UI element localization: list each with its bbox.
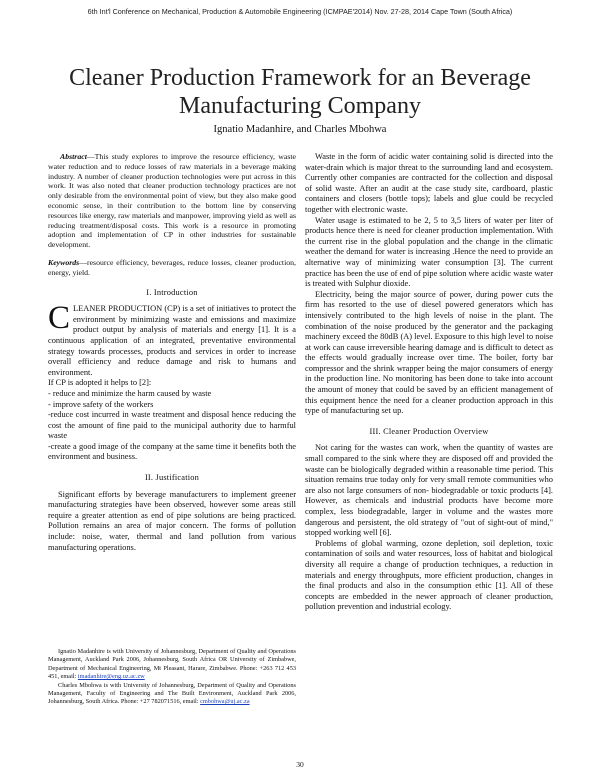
electricity-paragraph: Electricity, being the major source of power, during power cuts the firm has resorted to the use of diesel powered generators which has intensively contributed to the high levels of noise in the plant. The combination of the noise produced by the generator and the packaging machinery exceed the 80dB (A) level. Exposure to this high level to noise at work can cause irreversible hearing damage and is difficult to detect as the effects would gradually increase over time. The boiler, forty bar compressor and the shrink wrapper being the major consumers of energy in the production line. No monitoring has been done to take into account the amount of money that could be saved by an efficient management of this equipment hence the need for a cleaner production approach in this type of manufacturing set up. xyxy=(305,289,553,416)
abstract xyxy=(48,152,296,250)
abstract-lead: Abstract xyxy=(60,152,87,161)
section-heading-justification: II. Justification xyxy=(144,473,200,483)
abstract-text: —This study explores to improve the resource efficiency, waste water reduction and to reduce losses of raw materials in a beverage making industry. A number of cleaner production technologies were put across in this work. It was also noted that cleaner production technology practices are not only desirable from the environmental point of view, but they also make good economic sense, in their contribution to the bottom line by conserving resources like energy, raw materials and manpower, improving yield as well as reducing treatment/disposal costs. This work is a resource in promoting adoption and implementation of CP in other industries for sustainable development. xyxy=(48,152,296,250)
overview-paragraph-2: Problems of global warming, ozone depletion, soil depletion, toxic contamination of soils and water resources, loss of habitat and biological diversity all require a change of production techniques, a reduction in materials and energy throughputs, more efficient production, changes in the final products and also in the consumption ethic [1]. All of these concepts are embedded in the newer approach of cleaner production, pollution prevention and industrial ecology. xyxy=(305,538,553,612)
footnote-author-1 xyxy=(48,648,296,682)
intro-list xyxy=(48,378,296,463)
paper-title: Cleaner Production Framework for an Beverage Manufacturing Company xyxy=(69,65,531,119)
drop-cap: C xyxy=(48,300,71,337)
list-item: - reduce and minimize the harm caused by waste xyxy=(48,388,212,398)
footnote-author-2 xyxy=(48,682,296,707)
footnote-1-text: Ignatio Madanhire is with University of Johannesburg, Department of Quality and Operations Management, Auckland Park 2006, Johannesburg, South Africa OR University of Zimbabwe, Department of Mechanical Engineering, Mt Pleasant, Harare, Zimbabwe. Phone: +263 712 453 451, email: xyxy=(48,648,296,681)
keywords-lead: Keywords xyxy=(48,257,80,267)
footnote-2-text: Charles Mbohwa is with University of Johannesburg, Department of Quality and Operations Management, Faculty of Engineering and The Built Environment, Auckland Park 2006, Johannesburg, South Africa. Phone: +27 782071516, email: xyxy=(48,681,296,706)
intro-paragraph xyxy=(48,300,296,378)
justification-paragraph: Significant efforts by beverage manufacturers to implement greener manufacturing strategies have been observed, however some areas still require a greater attention as end of pipe solutions are being practiced. Pollution remains an area of major concern. The forms of pollution include: noise, water, thermal and land pollution from various manufacturing operations. xyxy=(48,489,296,552)
author-1-email-link[interactable]: imadanhire@eng.uz.ac.zw xyxy=(77,673,145,681)
section-heading-overview: III. Cleaner Production Overview xyxy=(369,426,489,436)
list-item: If CP is adopted it helps to [2]: xyxy=(48,378,152,388)
water-paragraph: Water usage is estimated to be 2, 5 to 3,5 liters of water per liter of products hence there is need for cleaner production implementation. With the current rise in the global population and the change in the climatic weather the demand for water is increasing .Hence the need to provide an alternative way of minimizing water consumption [3]. The current practice has been the use of end of pipe solution where acidic waste water is treated with Sulphur dioxide. xyxy=(305,215,553,289)
intro-text: LEANER PRODUCTION (CP) is a set of initiatives to protect the environment by minimizing waste and emissions and maximize product output by analysis of materials and energy [1]. It is a continuous application of an integrated, preventative environmental strategy towards processes, products and services in order to increase overall efficiency and reduce damage and risk to humans and environment. xyxy=(48,304,296,377)
running-header: 6th Int'l Conference on Mechanical, Production & Automobile Engineering (ICMPAE'2014) Nov. 27-28, 2014 Cape Town (South Africa) xyxy=(87,7,513,16)
author-2-email-link[interactable]: cmbohwa@uj.ac.za xyxy=(200,698,250,706)
left-column xyxy=(48,152,296,553)
footnotes xyxy=(48,648,296,707)
overview-paragraph-1: Not caring for the wastes can work, when the quantity of wastes are small compared to the sink where they are disposed off and provided the waste can be biologically degraded within a reasonable time period. This situation remains true today only for very small remote communities who are also not large consumers of non- biodegradable or toxic products [4]. However, as chemicals and industrial products have become more complex, less biodegradable, larger in volume and the wastes more dangerous and persistent, the old strategy of "out of sight-out of mind," stopped working well [6]. xyxy=(305,443,553,538)
section-heading-introduction: I. Introduction xyxy=(146,287,198,297)
waste-paragraph: Waste in the form of acidic water containing solid is directed into the water-drain which is major threat to the surrounding land and ecosystem. Currently other companies are contracted for the collection and disposal of solid waste. After an audit at the case study site, cardboard, plastic containers and closers (bottle tops); labels and glue could be recycled together with electronic waste. xyxy=(305,152,553,214)
page-number: 30 xyxy=(296,760,304,769)
keywords xyxy=(48,258,296,278)
list-item: -create a good image of the company at the same time it benefits both the environment and business. xyxy=(48,441,296,462)
list-item: -reduce cost incurred in waste treatment and disposal hence reducing the cost the amount of fine paid to the municipal authority due to harmful waste xyxy=(48,410,296,441)
list-item: - improve safety of the workers xyxy=(48,399,154,409)
right-column xyxy=(305,152,553,613)
keywords-text: —resource efficiency, beverages, reduce losses, cleaner production, energy, yield. xyxy=(48,257,296,277)
authors: Ignatio Madanhire, and Charles Mbohwa xyxy=(213,124,387,135)
